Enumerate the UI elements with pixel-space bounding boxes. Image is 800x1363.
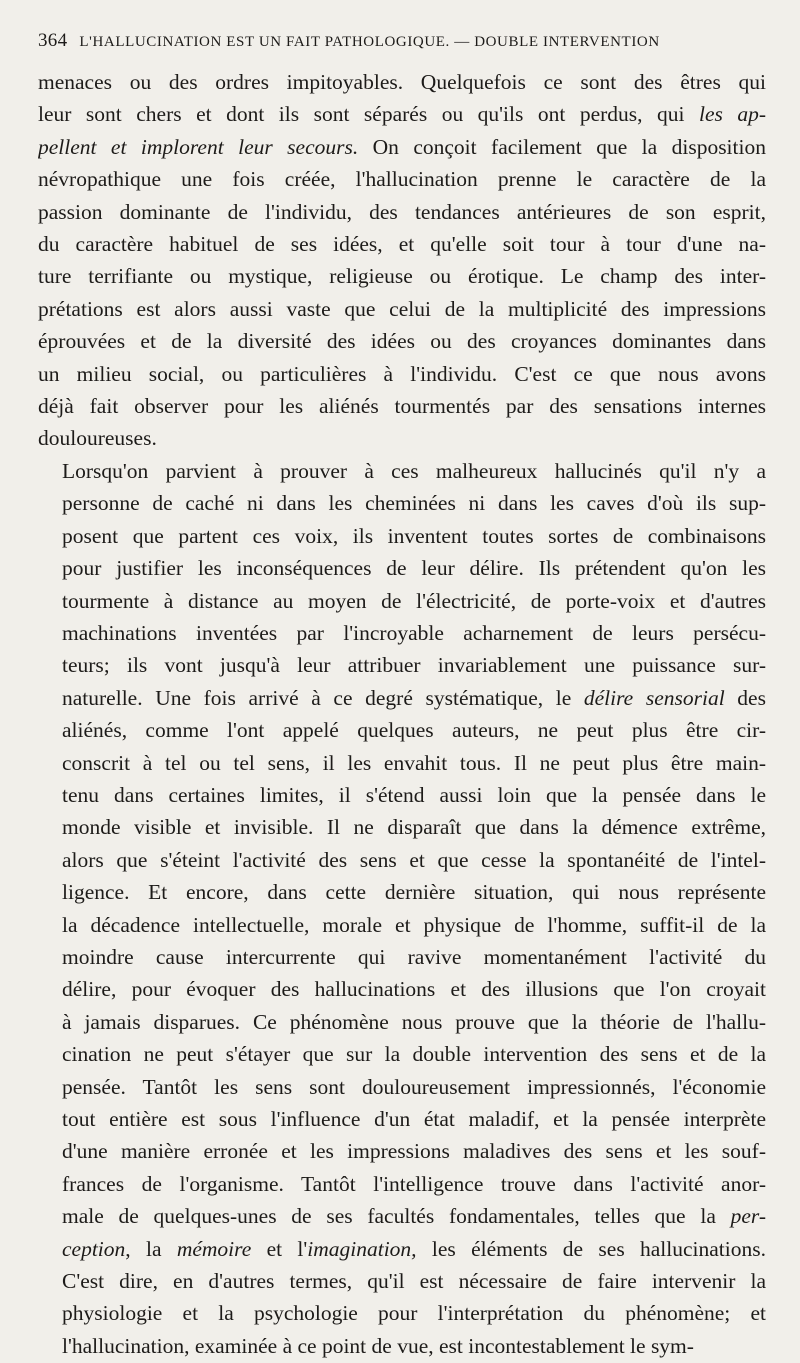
text-segment: tout entière est sous l'influence d'un état maladif, et la pensée interprète <box>62 1107 766 1131</box>
text-line <box>38 325 766 357</box>
text-segment: male de quelques-unes de ses facultés fondamentales, telles que la <box>62 1204 731 1229</box>
text-line <box>38 682 766 714</box>
text-segment: naturelle. Une fois arrivé à ce degré systématique, le <box>62 685 584 710</box>
paragraph <box>38 66 766 455</box>
text-line <box>38 455 766 487</box>
text-segment: prétations est alors aussi vaste que celui de la multiplicité des impressions <box>38 296 766 321</box>
text-segment: passion dominante de l'individu, des tendances antérieures de son esprit, <box>38 199 766 224</box>
text-line <box>38 1038 766 1070</box>
text-segment: pensée. Tantôt les sens sont douloureusement impressionnés, l'économie <box>62 1074 766 1099</box>
italic-text: ception <box>62 1236 126 1261</box>
text-segment: l'hallucination, examinée à ce point de vue, est incontestablement le sym- <box>62 1333 694 1358</box>
text-segment: éprouvées et de la diversité des idées ou des croyances dominantes dans <box>38 329 766 354</box>
text-line <box>38 1071 766 1103</box>
text-line <box>38 747 766 779</box>
text-line <box>38 585 766 617</box>
text-line <box>38 1135 766 1167</box>
text-segment: Lorsqu'on parvient à prouver à ces malheureux hallucinés qu'il n'y a <box>62 458 766 483</box>
text-line <box>38 909 766 941</box>
text-line <box>38 228 766 260</box>
text-segment: d'une manière erronée et les impressions maladives des sens et les souf- <box>62 1139 766 1164</box>
text-segment: aliénés, comme l'ont appelé quelques auteurs, ne peut plus être cir- <box>62 718 766 743</box>
text-line <box>38 779 766 811</box>
text-line <box>38 552 766 584</box>
italic-text: les ap- <box>698 102 766 127</box>
text-segment: , la <box>125 1236 177 1261</box>
text-segment: alors que s'éteint l'activité des sens et que cesse la spontanéité de l'intel- <box>62 847 766 872</box>
text-line <box>38 1233 766 1265</box>
text-line <box>38 617 766 649</box>
text-segment: frances de l'organisme. Tantôt l'intelligence trouve dans l'activité anor- <box>62 1171 766 1196</box>
text-segment: moindre cause intercurrente qui ravive momentanément l'activité du <box>62 944 766 969</box>
text-segment: C'est dire, en d'autres termes, qu'il est nécessaire de faire intervenir la <box>62 1269 766 1294</box>
text-line <box>38 876 766 908</box>
text-line <box>38 520 766 552</box>
text-line <box>38 487 766 519</box>
text-segment: monde visible et invisible. Il ne disparaît que dans la démence extrême, <box>62 815 766 840</box>
italic-text: imagination, <box>307 1236 417 1261</box>
italic-text: délire sensorial <box>583 685 725 710</box>
text-segment: du caractère habituel de ses idées, et qu'elle soit tour à tour d'une na- <box>38 232 766 257</box>
text-line <box>38 98 766 130</box>
text-segment: teurs; ils vont jusqu'à leur attribuer invariablement une puissance sur- <box>62 653 766 678</box>
text-segment: douloureuses. <box>38 426 157 451</box>
text-segment: la décadence intellectuelle, morale et physique de l'homme, suffit-il de la <box>62 912 766 937</box>
text-segment: cination ne peut s'étayer que sur la double intervention des sens et de la <box>62 1042 766 1067</box>
text-line <box>38 714 766 746</box>
text-line <box>38 163 766 195</box>
text-line <box>38 811 766 843</box>
text-line <box>38 422 766 454</box>
text-segment: déjà fait observer pour les aliénés tourmentés par des sensations internes <box>38 394 766 419</box>
text-line <box>38 390 766 422</box>
text-line <box>38 1006 766 1038</box>
text-segment: conscrit à tel ou tel sens, il les envahit tous. Il ne peut plus être main- <box>62 750 766 775</box>
text-segment: tourmente à distance au moyen de l'électricité, de porte-voix et d'autres <box>62 588 766 613</box>
text-line <box>38 1168 766 1200</box>
italic-text: per- <box>730 1204 766 1229</box>
text-line <box>38 1297 766 1329</box>
text-line <box>38 260 766 292</box>
text-segment: machinations inventées par l'incroyable acharnement de leurs persécu- <box>62 620 766 645</box>
text-line <box>38 196 766 228</box>
body-text <box>38 66 766 1362</box>
text-segment: tenu dans certaines limites, il s'étend aussi loin que la pensée dans le <box>62 782 766 807</box>
text-line <box>38 66 766 98</box>
italic-text: mémoire <box>176 1236 252 1261</box>
text-segment: menaces ou des ordres impitoyables. Quelquefois ce sont des êtres qui <box>38 70 766 94</box>
text-line <box>38 131 766 163</box>
running-title: L'HALLUCINATION EST UN FAIT PATHOLOGIQUE. — DOUBLE INTERVENTION <box>79 34 660 50</box>
text-segment: névropathique une fois créée, l'hallucination prenne le caractère de la <box>38 167 766 192</box>
text-line <box>38 973 766 1005</box>
text-line <box>38 293 766 325</box>
text-line <box>38 1200 766 1232</box>
text-segment: délire, pour évoquer des hallucinations et des illusions que l'on croyait <box>62 977 766 1002</box>
italic-text: pellent et implorent leur secours. <box>38 134 359 159</box>
page-number: 364 <box>38 30 68 51</box>
text-segment: un milieu social, ou particulières à l'individu. C'est ce que nous avons <box>38 361 766 386</box>
text-line <box>38 1103 766 1135</box>
text-segment: à jamais disparues. Ce phénomène nous prouve que la théorie de l'hallu- <box>62 1009 766 1034</box>
text-segment: personne de caché ni dans les cheminées ni dans les caves d'où ils sup- <box>62 491 766 516</box>
text-segment: On conçoit facilement que la disposition <box>358 134 766 159</box>
text-segment: ture terrifiante ou mystique, religieuse ou érotique. Le champ des inter- <box>38 264 766 289</box>
paragraph <box>38 455 766 1362</box>
text-segment: posent que partent ces voix, ils inventent toutes sortes de combinaisons <box>62 523 766 548</box>
text-segment: et l' <box>251 1236 308 1261</box>
text-segment: pour justifier les inconséquences de leur délire. Ils prétendent qu'on les <box>62 556 766 581</box>
text-line <box>38 941 766 973</box>
text-segment: leur sont chers et dont ils sont séparés ou qu'ils ont perdus, qui <box>38 102 699 127</box>
text-line <box>38 1265 766 1297</box>
running-head <box>38 30 766 62</box>
text-segment: des <box>724 685 766 710</box>
text-segment: ligence. Et encore, dans cette dernière situation, qui nous représente <box>62 880 766 905</box>
text-segment: les éléments de ses hallucinations. <box>416 1236 766 1261</box>
text-segment: physiologie et la psychologie pour l'interprétation du phénomène; et <box>62 1301 766 1326</box>
text-line <box>38 844 766 876</box>
text-line <box>38 649 766 681</box>
text-line <box>38 1330 766 1362</box>
text-line <box>38 358 766 390</box>
